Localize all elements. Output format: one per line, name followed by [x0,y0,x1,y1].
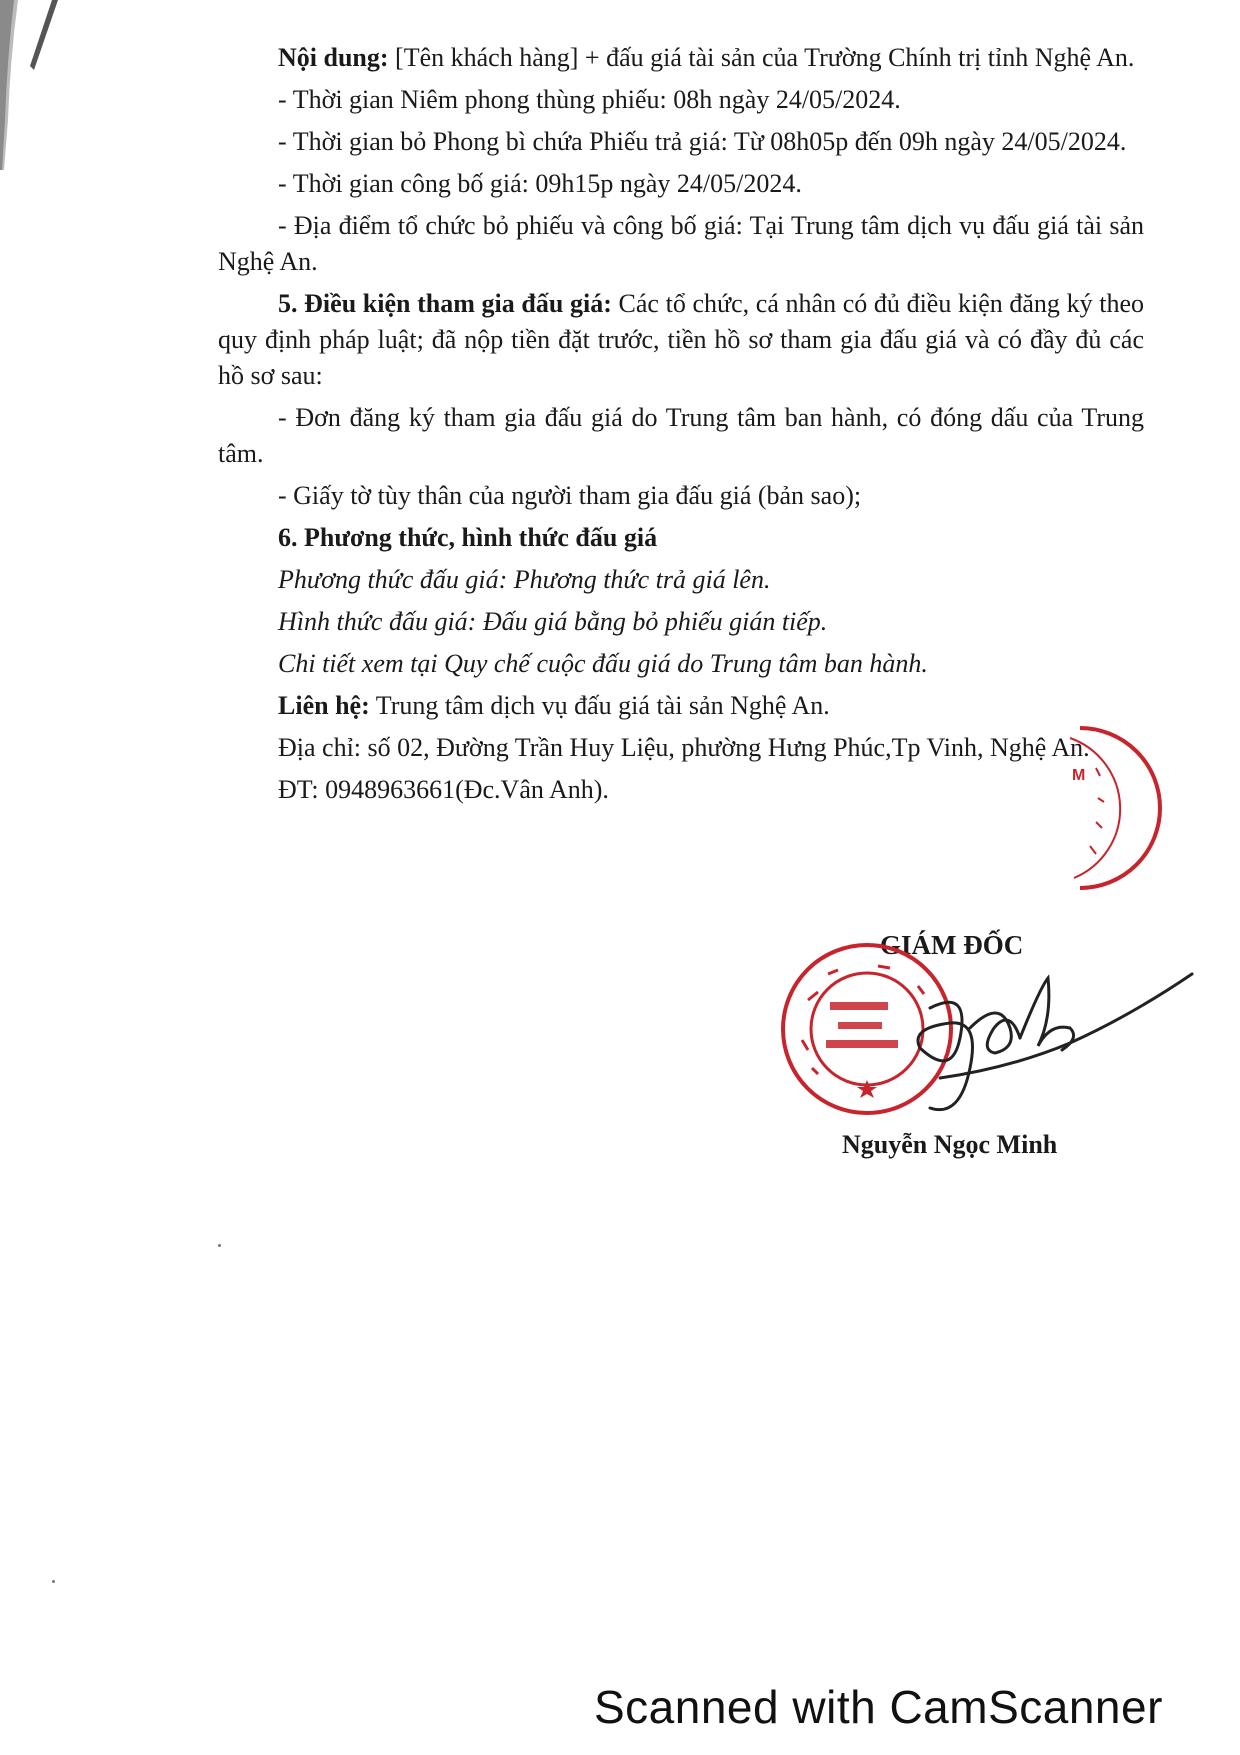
section-6-heading: 6. Phương thức, hình thức đấu giá [278,523,658,552]
envelope-drop-time: - Thời gian bỏ Phong bì chứa Phiếu trả giá: Từ 08h05p đến 09h ngày 24/05/2024. [278,127,1127,156]
contact-line [218,688,1144,724]
address-line: Địa chỉ: số 02, Đường Trần Huy Liệu, phường Hưng Phúc,Tp Vinh, Nghệ An. [278,733,1090,762]
price-announce-time: - Thời gian công bố giá: 09h15p ngày 24/05/2024. [278,169,802,198]
content-label: Nội dung: [278,43,389,72]
registration-form-item: - Đơn đăng ký tham gia đấu giá do Trung tâm ban hành, có đóng dấu của Trung tâm. [218,403,1144,468]
id-documents-item: - Giấy tờ tùy thân của người tham gia đấu giá (bản sao); [278,481,862,510]
document-body [218,40,1144,814]
scan-speck [52,1580,55,1583]
scan-speck [218,1244,221,1247]
page-edge-shadow [0,0,60,170]
section-5-paragraph [218,286,1144,394]
scanner-watermark: Scanned with CamScanner [594,1681,1163,1733]
signatory-name: Nguyễn Ngọc Minh [842,1130,1058,1159]
content-text: [Tên khách hàng] + đấu giá tài sản của Trường Chính trị tỉnh Nghệ An. [388,43,1135,72]
auction-method: Phương thức đấu giá: Phương thức trả giá lên. [278,565,771,594]
section-5-label: 5. Điều kiện tham gia đấu giá: [278,289,612,318]
contact-label: Liên hệ: [278,691,370,720]
partial-seal-stamp-icon [1060,718,1180,898]
auction-form: Hình thức đấu giá: Đấu giá bằng bỏ phiếu gián tiếp. [278,607,828,636]
contact-text: Trung tâm dịch vụ đấu giá tài sản Nghệ An. [369,691,830,720]
venue-paragraph: - Địa điểm tổ chức bỏ phiếu và công bố giá: Tại Trung tâm dịch vụ đấu giá tài sản Nghệ An. [218,211,1144,276]
signatory-title: GIÁM ĐỐC [880,930,1024,960]
regulation-note: Chi tiết xem tại Quy chế cuộc đấu giá do Trung tâm ban hành. [278,649,928,678]
svg-text:M: M [1072,767,1086,784]
section-5-text: Các tổ chức, cá nhân có đủ điều kiện đăng ký theo quy định pháp luật; đã nộp tiền đặt trước, tiền hồ sơ tham gia đấu giá và có đầy đủ các hồ sơ sau: [218,289,1144,390]
ballot-seal-time: - Thời gian Niêm phong thùng phiếu: 08h ngày 24/05/2024. [278,85,901,114]
phone-line: ĐT: 0948963661(Đc.Vân Anh). [278,775,609,804]
content-paragraph [218,40,1144,76]
